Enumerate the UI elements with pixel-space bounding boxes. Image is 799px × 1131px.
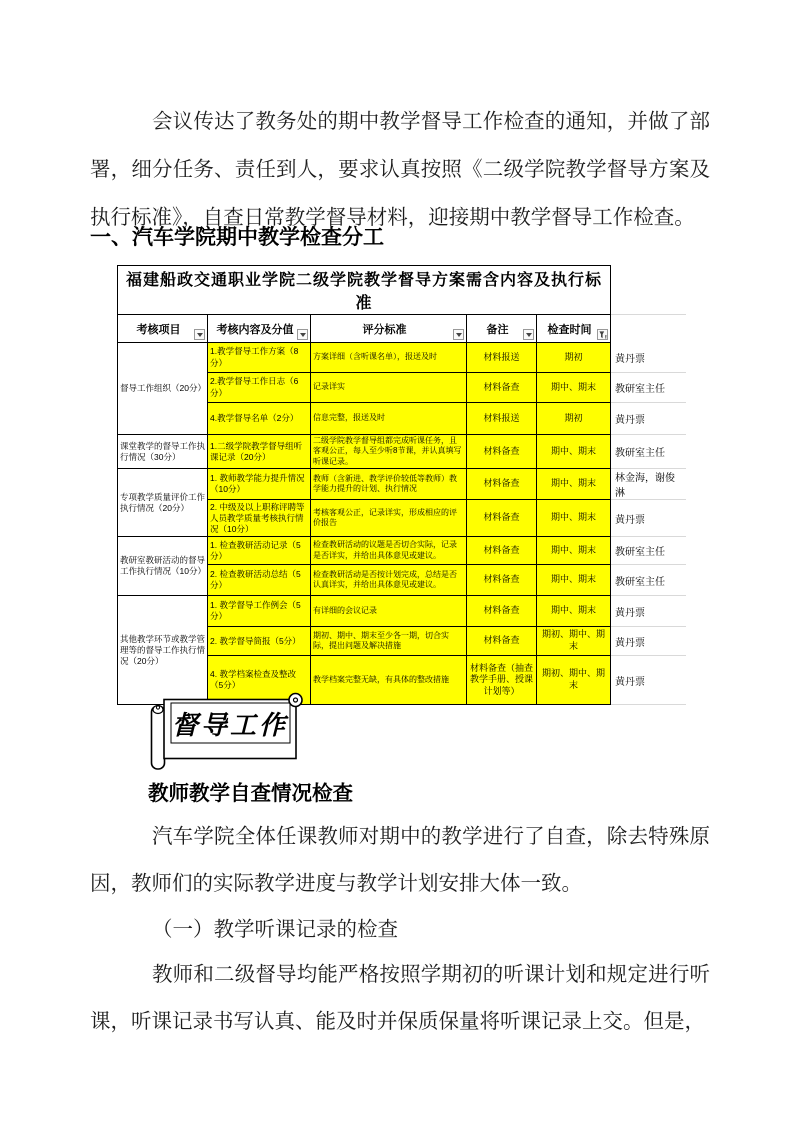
standard-cell: 信息完整，报送及时 [311,403,467,435]
content-cell: 2. 检查教研活动总结（5分） [208,565,311,596]
filter-dropdown-icon[interactable] [523,329,534,340]
empty-cell [611,266,686,315]
person-cell: 黄丹票 [611,656,686,705]
filter-dropdown-icon[interactable] [297,329,308,340]
banner-label: 督导工作 [171,709,288,740]
note-cell: 材料报送 [467,403,537,435]
group-cell: 督导工作组织（20分） [118,343,208,435]
time-cell: 期初、期中、期末 [537,627,611,656]
section-heading-2: 教师教学自查情况检查 [148,783,353,805]
content-cell: 1. 检查教研活动记录（5分） [208,537,311,565]
standard-cell: 二级学院教学督导组都完成听课任务，且客观公正，每人至少听8节课，并认真填写听课记录。 [311,435,467,469]
column-header-item [118,315,208,343]
person-cell: 教研室主任 [611,435,686,469]
filter-funnel-icon[interactable] [597,329,608,340]
column-header-label: 检查时间 [547,323,592,336]
person-cell: 黄丹票 [611,500,686,537]
content-cell: 2. 中级及以上职称评聘等人员教学质量考核执行情况（10分） [208,500,311,537]
table-row [118,537,686,565]
note-cell: 材料备查 [467,627,537,656]
column-header-label: 评分标准 [362,323,407,336]
table-row [118,596,686,627]
filter-dropdown-icon[interactable] [194,329,205,340]
table-row [118,435,686,469]
standard-cell: 教师（含新进、教学评价较低等教师）教学能力提升的计划、执行情况 [311,469,467,500]
note-cell: 材料备查（抽查教学手册、授课计划等） [467,656,537,705]
column-header-label: 备注 [486,323,509,336]
note-cell: 材料报送 [467,343,537,373]
sub-heading-listening-records: （一）教学听课记录的检查 [152,919,398,941]
table-row [118,343,686,373]
standard-cell: 期初、期中、期末至少各一期，切合实际，提出问题及解决措施 [311,627,467,656]
column-header-standard [311,315,467,343]
note-cell: 材料备查 [467,565,537,596]
column-header-label: 考核内容及分值 [216,323,294,336]
standard-cell: 检查教研活动的议题是否切合实际，记录是否详实，并给出具体意见或建议。 [311,537,467,565]
note-cell: 材料备查 [467,435,537,469]
table-row [118,469,686,500]
time-cell: 期初 [537,343,611,373]
content-cell: 1. 教学督导工作例会（5分） [208,596,311,627]
standard-cell: 有详细的会议记录 [311,596,467,627]
content-cell: 2. 教学督导简报（5分） [208,627,311,656]
table-title: 福建船政交通职业学院二级学院教学督导方案需含内容及执行标准 [118,266,611,315]
group-cell: 课堂教学的督导工作执行情况（30分） [118,435,208,469]
time-cell: 期中、期末 [537,537,611,565]
group-cell: 教研室教研活动的督导工作执行情况（10分） [118,537,208,596]
group-cell: 其他教学环节或教学管理等的督导工作执行情况（20分） [118,596,208,705]
standard-cell: 方案详细（含听课名单），报送及时 [311,343,467,373]
content-cell: 4.教学督导名单（2分） [208,403,311,435]
time-cell: 期中、期末 [537,469,611,500]
listening-records-paragraph: 教师和二级督导均能严格按照学期初的听课计划和规定进行听课，听课记录书写认真、能及时并保质保量将听课记录上交。但是， [90,964,710,1033]
person-cell: 黄丹票 [611,596,686,627]
person-cell: 教研室主任 [611,373,686,403]
note-cell: 材料备查 [467,373,537,403]
column-header-time [537,315,611,343]
person-cell: 教研室主任 [611,537,686,565]
filter-dropdown-icon[interactable] [453,329,464,340]
standard-cell: 记录详实 [311,373,467,403]
supervision-plan-table [117,265,686,705]
intro-paragraph: 会议传达了教务处的期中教学督导工作检查的通知，并做了部署，细分任务、责任到人，要求认真按照《二级学院教学督导方案及执行标准》，自查日常教学督导材料，迎接期中教学督导工作检查。 [90,111,710,229]
person-cell: 黄丹票 [611,627,686,656]
note-cell: 材料备查 [467,596,537,627]
content-cell: 1. 教师教学能力提升情况（10分） [208,469,311,500]
scroll-banner [148,692,308,776]
standard-cell: 考核客观公正，记录详实，形成相应的评价报告 [311,500,467,537]
self-check-paragraph: 汽车学院全体任课教师对期中的教学进行了自查，除去特殊原因，教师们的实际教学进度与教学计划安排大体一致。 [90,826,710,895]
column-header-content [208,315,311,343]
standard-cell: 检查教研活动是否按计划完成，总结是否认真详实，并给出具体意见或建议。 [311,565,467,596]
content-cell: 2.教学督导工作日志（6分） [208,373,311,403]
standard-cell: 教学档案完整无缺，有具体的整改措施 [311,656,467,705]
section-heading-1: 一、汽车学院期中教学检查分工 [90,225,384,249]
table-header-row [118,315,686,343]
person-cell: 黄丹票 [611,403,686,435]
person-cell: 林金海，谢俊淋 [611,469,686,500]
note-cell: 材料备查 [467,537,537,565]
content-cell: 4. 教学档案检查及整改（5分） [208,656,311,705]
time-cell: 期中、期末 [537,373,611,403]
time-cell: 期中、期末 [537,500,611,537]
content-cell: 1.二级学院教学督导组听课记录（20分） [208,435,311,469]
note-cell: 材料备查 [467,500,537,537]
empty-cell [611,315,686,343]
column-header-label: 考核项目 [136,323,181,336]
content-cell: 1.教学督导工作方案（8分） [208,343,311,373]
time-cell: 期初 [537,403,611,435]
time-cell: 期中、期末 [537,565,611,596]
note-cell: 材料备查 [467,469,537,500]
person-cell: 黄丹票 [611,343,686,373]
column-header-note [467,315,537,343]
person-cell: 教研室主任 [611,565,686,596]
group-cell: 专项教学质量评价工作执行情况（20分） [118,469,208,537]
table-title-row [118,266,686,315]
time-cell: 期初、期中、期末 [537,656,611,705]
time-cell: 期中、期末 [537,596,611,627]
time-cell: 期中、期末 [537,435,611,469]
